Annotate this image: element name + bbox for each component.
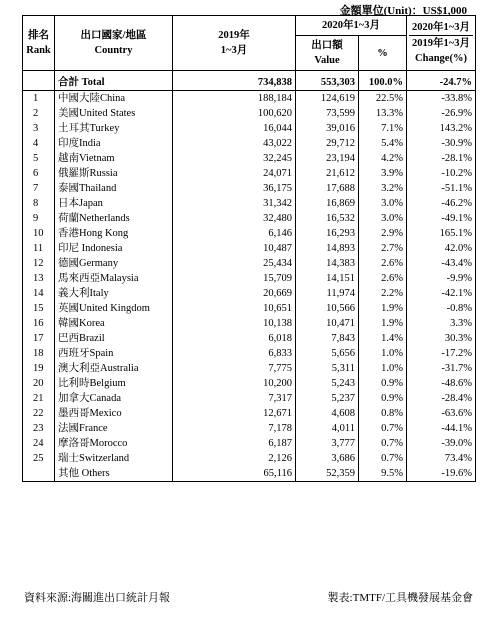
cell-v2019: 7,317 — [173, 391, 296, 406]
cell-name: 俄羅斯Russia — [55, 166, 173, 181]
cell-rank: 2 — [23, 106, 55, 121]
cell-share: 3.9% — [359, 166, 407, 181]
table-body — [23, 71, 476, 482]
cell-change: -48.6% — [407, 376, 476, 391]
cell-change: -63.6% — [407, 406, 476, 421]
cell-v2019: 2,126 — [173, 451, 296, 466]
cell-share: 2.6% — [359, 271, 407, 286]
cell-v2020: 17,688 — [296, 181, 359, 196]
cell-v2020: 16,869 — [296, 196, 359, 211]
cell-change: -51.1% — [407, 181, 476, 196]
cell-v2020: 3,777 — [296, 436, 359, 451]
cell-v2020: 3,686 — [296, 451, 359, 466]
cell-share: 2.7% — [359, 241, 407, 256]
cell-name: 日本Japan — [55, 196, 173, 211]
cell-rank: 24 — [23, 436, 55, 451]
cell-change: 165.1% — [407, 226, 476, 241]
cell-change: 143.2% — [407, 121, 476, 136]
cell-v2020: 23,194 — [296, 151, 359, 166]
cell-share: 0.9% — [359, 376, 407, 391]
table-row — [23, 151, 476, 166]
cell-name: 巴西Brazil — [55, 331, 173, 346]
table-row — [23, 376, 476, 391]
cell-share: 1.0% — [359, 346, 407, 361]
cell-rank: 16 — [23, 316, 55, 331]
cell-v2019: 25,434 — [173, 256, 296, 271]
cell-v2019: 20,669 — [173, 286, 296, 301]
table-row — [23, 331, 476, 346]
cell-v2020: 4,608 — [296, 406, 359, 421]
cell-v2020: 14,383 — [296, 256, 359, 271]
value-header: 出口額 Value — [296, 36, 359, 71]
cell-v2020: 16,532 — [296, 211, 359, 226]
cell-name: 其他 Others — [55, 466, 173, 482]
cell-share: 2.6% — [359, 256, 407, 271]
cell-v2020: 5,243 — [296, 376, 359, 391]
cell-rank: 3 — [23, 121, 55, 136]
table-row — [23, 121, 476, 136]
source-note: 資料來源:海關進出口統計月報 — [24, 592, 171, 604]
cell-rank: 21 — [23, 391, 55, 406]
cell-rank — [23, 466, 55, 482]
cell-v2020: 39,016 — [296, 121, 359, 136]
cell-name: 荷蘭Netherlands — [55, 211, 173, 226]
cell-rank: 6 — [23, 166, 55, 181]
cell-v2019: 10,200 — [173, 376, 296, 391]
cell-share: 9.5% — [359, 466, 407, 482]
cell-rank: 10 — [23, 226, 55, 241]
cell-name: 中國大陸China — [55, 91, 173, 107]
cell-rank: 20 — [23, 376, 55, 391]
cell-share: 5.4% — [359, 136, 407, 151]
cell-change: -46.2% — [407, 196, 476, 211]
cell-change: 30.3% — [407, 331, 476, 346]
cell-rank: 17 — [23, 331, 55, 346]
cell-name: 英國United Kingdom — [55, 301, 173, 316]
cell-change: -26.9% — [407, 106, 476, 121]
table-row — [23, 136, 476, 151]
cell-name: 韓國Korea — [55, 316, 173, 331]
country-header: 出口國家/地區 Country — [55, 16, 173, 71]
cell-v2020: 21,612 — [296, 166, 359, 181]
table-row — [23, 166, 476, 181]
cell-share: 7.1% — [359, 121, 407, 136]
cell-change: -31.7% — [407, 361, 476, 376]
cell-name: 美國United States — [55, 106, 173, 121]
table-row — [23, 406, 476, 421]
cell-name: 馬來西亞Malaysia — [55, 271, 173, 286]
share-header: % — [359, 36, 407, 71]
cell-v2020: 5,656 — [296, 346, 359, 361]
table-row — [23, 256, 476, 271]
cell-v2019: 100,620 — [173, 106, 296, 121]
table-row — [23, 391, 476, 406]
cell-name: 越南Vietnam — [55, 151, 173, 166]
cell-v2020: 5,237 — [296, 391, 359, 406]
cell-share: 3.0% — [359, 196, 407, 211]
producer-note: 製表:TMTF/工具機發展基金會 — [327, 592, 473, 604]
cell-name: 泰國Thailand — [55, 181, 173, 196]
cell-name: 瑞士Switzerland — [55, 451, 173, 466]
cell-v2020: 14,151 — [296, 271, 359, 286]
cell-rank: 11 — [23, 241, 55, 256]
cell-v2019: 36,175 — [173, 181, 296, 196]
table-row — [23, 226, 476, 241]
table-row — [23, 196, 476, 211]
cell-rank: 22 — [23, 406, 55, 421]
cell-name: 墨西哥Mexico — [55, 406, 173, 421]
table-row — [23, 91, 476, 107]
cell-share: 1.4% — [359, 331, 407, 346]
cell-v2019: 6,018 — [173, 331, 296, 346]
cell-name: 西班牙Spain — [55, 346, 173, 361]
cell-change: -44.1% — [407, 421, 476, 436]
cell-name: 法國France — [55, 421, 173, 436]
cell-change: 3.3% — [407, 316, 476, 331]
cell-v2020: 10,471 — [296, 316, 359, 331]
table-row — [23, 361, 476, 376]
cell-v2019: 32,480 — [173, 211, 296, 226]
change-header: 2020年1~3月 2019年1~3月 Change(%) — [407, 16, 476, 71]
cell-v2019: 31,342 — [173, 196, 296, 211]
cell-share: 0.8% — [359, 406, 407, 421]
cell-v2020: 73,599 — [296, 106, 359, 121]
table-row — [23, 211, 476, 226]
table-row — [23, 106, 476, 121]
cell-change: 73.4% — [407, 451, 476, 466]
cell-name: 印尼 Indonesia — [55, 241, 173, 256]
cell-rank: 5 — [23, 151, 55, 166]
table-row — [23, 316, 476, 331]
cell-rank: 4 — [23, 136, 55, 151]
export-table — [22, 15, 476, 482]
cell-v2019: 65,116 — [173, 466, 296, 482]
cell-share: 2.9% — [359, 226, 407, 241]
cell-v2019: 6,187 — [173, 436, 296, 451]
cell-rank: 9 — [23, 211, 55, 226]
cell-v2019: 6,833 — [173, 346, 296, 361]
cell-name: 比利時Belgium — [55, 376, 173, 391]
cell-v2019: 43,022 — [173, 136, 296, 151]
cell-v2019: 10,487 — [173, 241, 296, 256]
cell-share: 0.7% — [359, 421, 407, 436]
cell-rank: 14 — [23, 286, 55, 301]
cell-v2019: 7,775 — [173, 361, 296, 376]
table-row — [23, 346, 476, 361]
cell-v2020: 7,843 — [296, 331, 359, 346]
cell-v2019: 10,651 — [173, 301, 296, 316]
cell-share: 1.0% — [359, 361, 407, 376]
cell-change: 42.0% — [407, 241, 476, 256]
cell-name: 義大利Italy — [55, 286, 173, 301]
cell-name: 土耳其Turkey — [55, 121, 173, 136]
cell-rank: 15 — [23, 301, 55, 316]
cell-v2019: 6,146 — [173, 226, 296, 241]
cell-change: -43.4% — [407, 256, 476, 271]
cell-change: -39.0% — [407, 436, 476, 451]
table-row — [23, 181, 476, 196]
cell-change: -30.9% — [407, 136, 476, 151]
cell-share: 1.9% — [359, 316, 407, 331]
cell-change: -9.9% — [407, 271, 476, 286]
cell-share: 0.7% — [359, 451, 407, 466]
table-row — [23, 451, 476, 466]
table-row — [23, 301, 476, 316]
cell-v2020: 14,893 — [296, 241, 359, 256]
table-row — [23, 286, 476, 301]
cell-v2020: 52,359 — [296, 466, 359, 482]
cell-share: 3.2% — [359, 181, 407, 196]
cell-v2020: 4,011 — [296, 421, 359, 436]
cell-change: -10.2% — [407, 166, 476, 181]
year-2020-header: 2020年1~3月 — [296, 16, 407, 36]
unit-note: 金額單位(Unit)：US$1,000 — [339, 5, 467, 17]
cell-name: 摩洛哥Morocco — [55, 436, 173, 451]
table-row — [23, 466, 476, 482]
cell-share: 0.9% — [359, 391, 407, 406]
cell-v2019: 32,245 — [173, 151, 296, 166]
cell-rank: 12 — [23, 256, 55, 271]
cell-name: 香港Hong Kong — [55, 226, 173, 241]
cell-name: 澳大利亞Australia — [55, 361, 173, 376]
total-row: 合計 Total 734,838 553,303 100.0% -24.7% — [23, 75, 476, 91]
cell-change: -17.2% — [407, 346, 476, 361]
cell-v2020: 124,619 — [296, 91, 359, 107]
cell-change: -28.4% — [407, 391, 476, 406]
cell-v2020: 5,311 — [296, 361, 359, 376]
cell-rank: 8 — [23, 196, 55, 211]
cell-change: -28.1% — [407, 151, 476, 166]
cell-v2019: 24,071 — [173, 166, 296, 181]
cell-v2019: 10,138 — [173, 316, 296, 331]
cell-v2019: 188,184 — [173, 91, 296, 107]
rank-header: 排名 Rank — [23, 16, 55, 71]
cell-v2019: 16,044 — [173, 121, 296, 136]
cell-change: -19.6% — [407, 466, 476, 482]
cell-rank: 13 — [23, 271, 55, 286]
cell-rank: 23 — [23, 421, 55, 436]
cell-share: 1.9% — [359, 301, 407, 316]
cell-rank: 19 — [23, 361, 55, 376]
cell-share: 22.5% — [359, 91, 407, 107]
cell-rank: 18 — [23, 346, 55, 361]
cell-v2020: 29,712 — [296, 136, 359, 151]
cell-v2019: 15,709 — [173, 271, 296, 286]
table-row — [23, 271, 476, 286]
cell-rank: 7 — [23, 181, 55, 196]
cell-share: 3.0% — [359, 211, 407, 226]
year-2019-header: 2019年 1~3月 — [173, 16, 296, 71]
cell-change: -0.8% — [407, 301, 476, 316]
cell-rank: 1 — [23, 91, 55, 107]
cell-name: 德國Germany — [55, 256, 173, 271]
cell-v2019: 7,178 — [173, 421, 296, 436]
cell-name: 加拿大Canada — [55, 391, 173, 406]
cell-change: -33.8% — [407, 91, 476, 107]
cell-v2020: 10,566 — [296, 301, 359, 316]
cell-share: 0.7% — [359, 436, 407, 451]
table-row — [23, 241, 476, 256]
cell-v2020: 16,293 — [296, 226, 359, 241]
cell-change: -49.1% — [407, 211, 476, 226]
cell-rank: 25 — [23, 451, 55, 466]
cell-share: 2.2% — [359, 286, 407, 301]
table-row — [23, 436, 476, 451]
cell-name: 印度India — [55, 136, 173, 151]
cell-change: -42.1% — [407, 286, 476, 301]
cell-v2020: 11,974 — [296, 286, 359, 301]
cell-share: 4.2% — [359, 151, 407, 166]
cell-v2019: 12,671 — [173, 406, 296, 421]
table-row — [23, 421, 476, 436]
cell-share: 13.3% — [359, 106, 407, 121]
